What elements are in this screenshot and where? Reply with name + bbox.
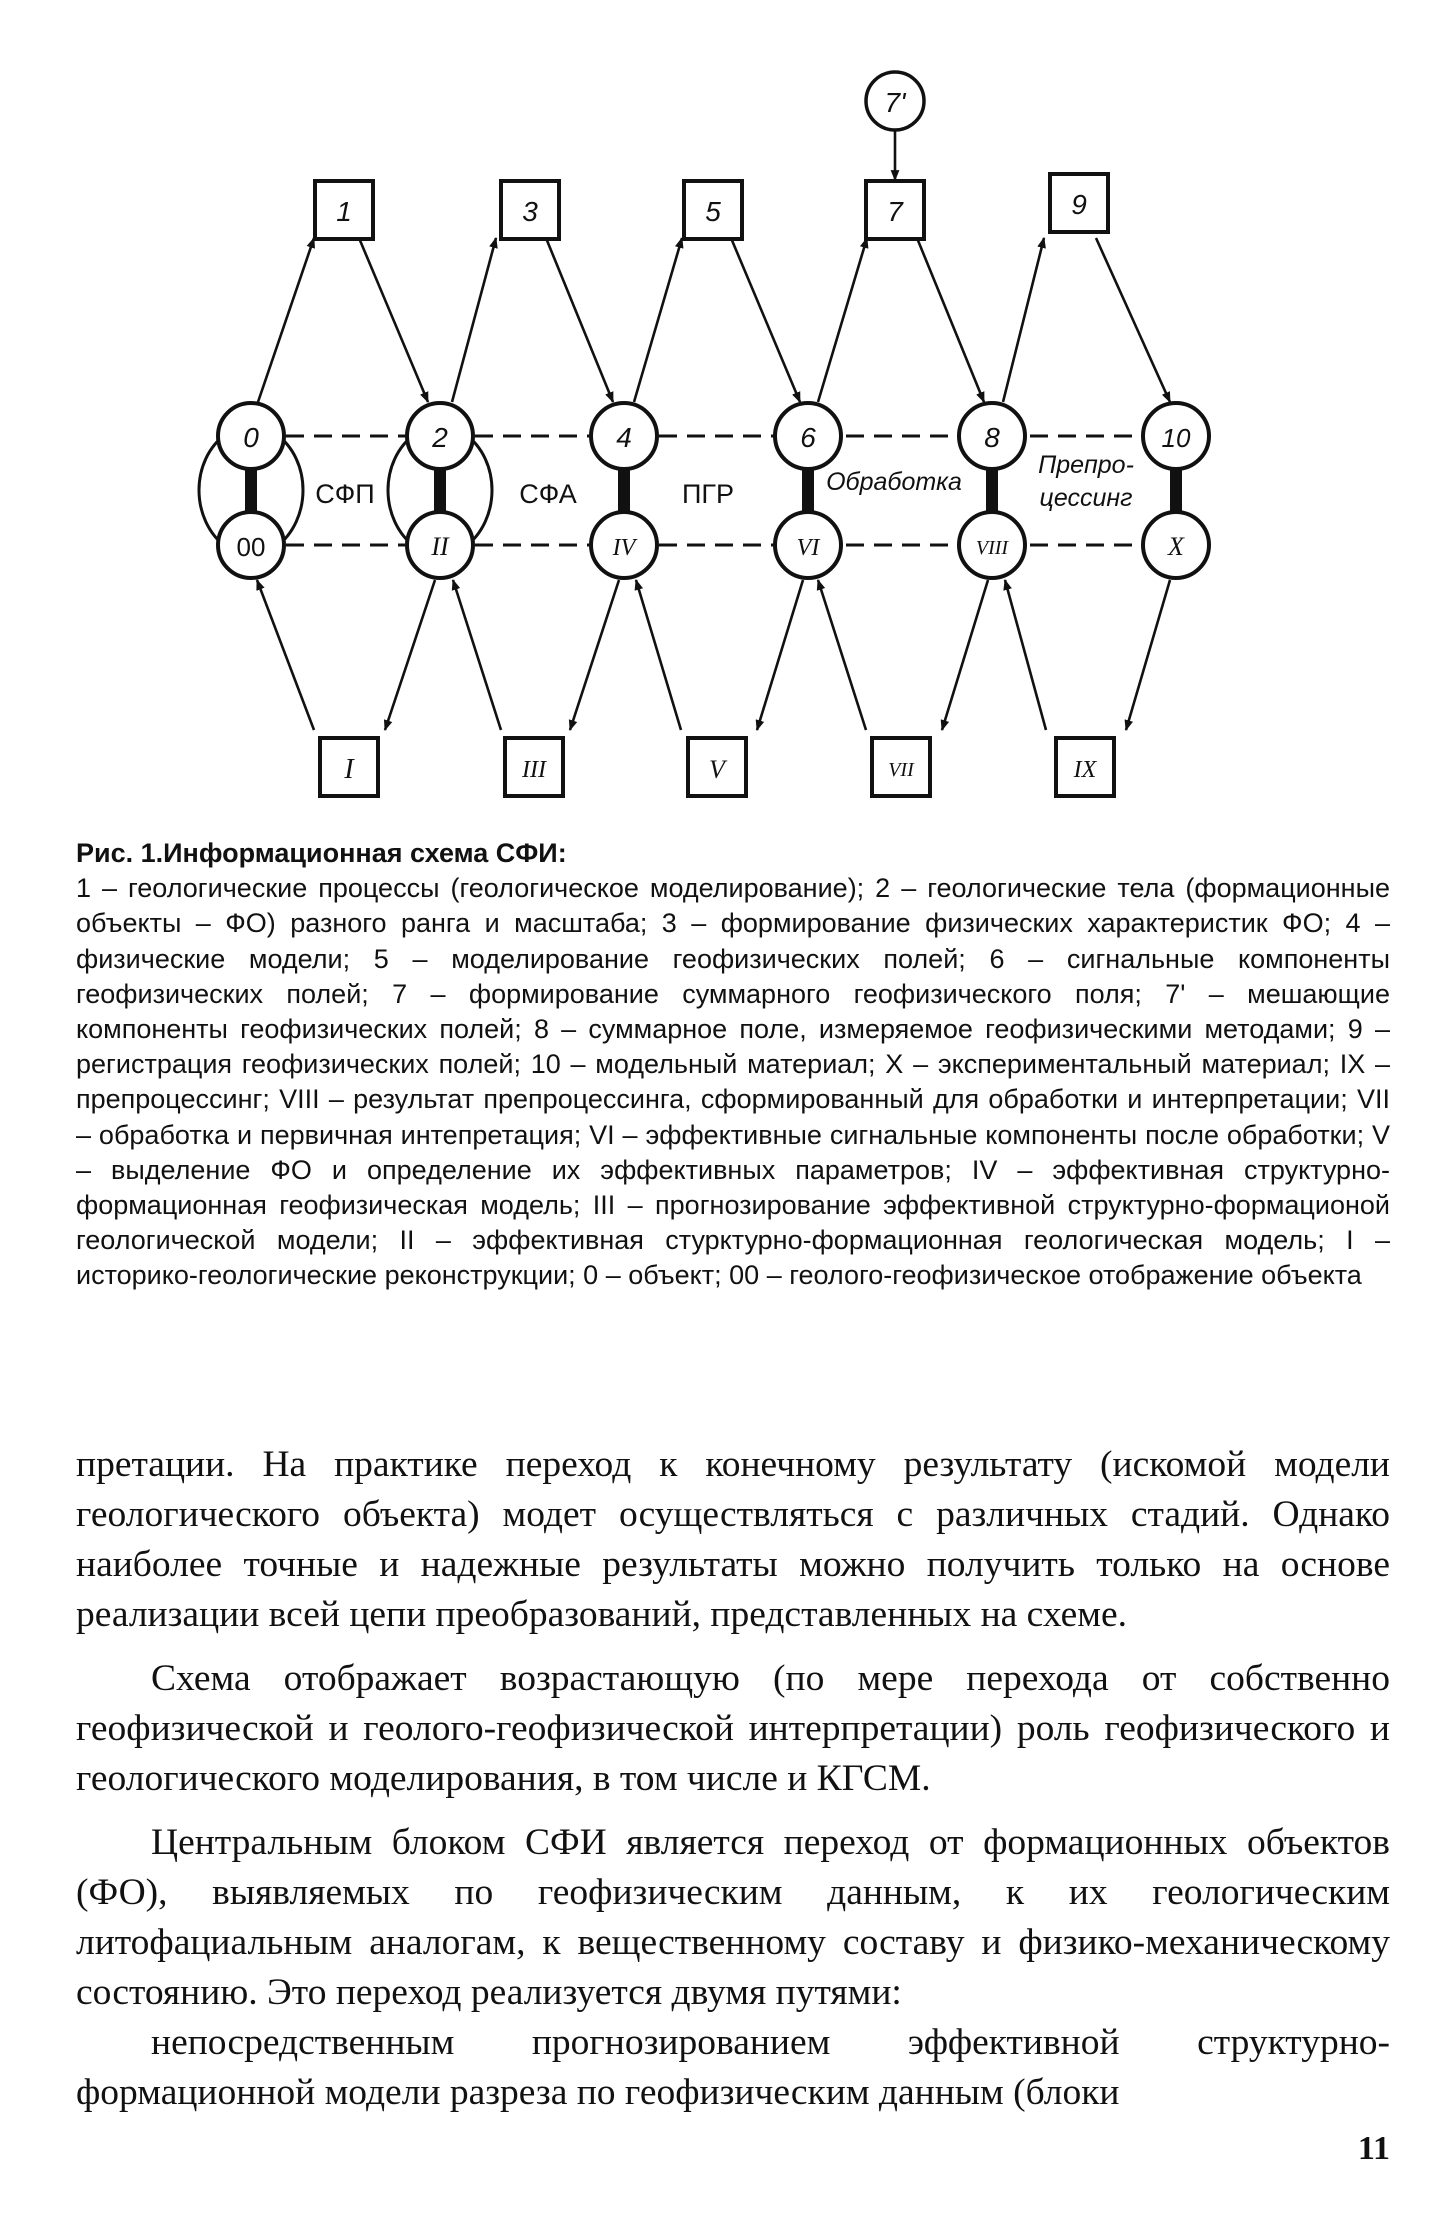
figure-caption [76,836,1390,1294]
box-label: 7 [887,196,903,227]
stage-label: Препро- [1038,451,1134,479]
node-label: 10 [1161,423,1191,453]
node-label: 2 [432,422,448,453]
node-label: 00 [236,532,266,562]
node-label: 4 [616,422,632,453]
box-label: VII [888,759,914,781]
stage-label: СФП [315,479,375,509]
node-label: 7' [884,87,906,118]
box-label: 5 [705,196,721,227]
node-label: X [1168,532,1184,561]
stage-label: цессинг [1039,484,1133,512]
node-label: VI [796,535,820,561]
node-label: 6 [800,422,816,453]
top-boxes [315,174,1108,239]
paragraph: Центральным блоком СФИ является переход от формационных объектов (ФО), выявляемых по геофизическим данным, к их геологическим литофациальным аналогам, к вещественному составу и физико-механическому состоянию. Это переход реализуется двумя путями: [76,1822,1390,2013]
page-number: 11 [1357,2130,1390,2167]
paragraph: претации. На практике переход к конечному результату (искомой модели геологического объекта) модет осуществляться с различных стадий. Однако наиболее точные и надежные результаты можно получить только на основе реализации всей цепи преобразований, представленных на схеме. [76,1444,1390,1635]
bottom-boxes [320,738,1114,796]
box-label: 1 [336,196,352,227]
paragraph: непосредственным прогнозированием эффективной структурно-формационной модели разреза по геофизическим данным (блоки [76,2022,1390,2113]
box-label: 3 [522,196,538,227]
caption-title: Рис. 1.Информационная схема СФИ: [76,838,567,868]
stage-label: Обработка [826,468,962,496]
node-label: II [431,532,449,561]
box-label: V [709,755,725,784]
box-label: III [522,757,546,783]
box-label: I [344,754,354,785]
node-label: VIII [975,537,1009,559]
stage-label: ПГР [681,479,735,509]
body-text [76,1440,1390,2132]
information-scheme-diagram [0,0,1456,830]
stage-label: СФА [519,479,577,509]
box-label: 9 [1071,189,1087,220]
node-label: 8 [984,422,1000,453]
box-label: IX [1073,757,1097,783]
paragraph: Схема отображает возрастающую (по мере перехода от собственно геофизической и геолого-геофизической интерпретации) роль геофизического и геологического моделирования, в том числе и КГСМ. [76,1658,1390,1799]
node-label: IV [612,535,636,561]
caption-text: 1 – геологические процессы (геологическое моделирование); 2 – геологические тела (формационные объекты – ФО) разного ранга и масштаба; 3 – формирование физических характеристик ФО; 4 – физические модели; 5 – моделирование геофизических полей; 6 – сигнальные компоненты геофизических полей; 7 – формирование суммарного геофизического поля; 7' – мешающие компоненты геофизических полей; 8 – суммарное поле, измеряемое геофизическими методами; 9 – регистрация геофизических полей; 10 – модельный материал; X – экспериментальный материал; IX – препроцессинг; VIII – результат препроцессинга, сформированный для обработки и интерпретации; VII – обработка и первичная интепретация; VI – эффективные сигнальные компоненты после обработки; V – выделение ФО и определение их эффективных параметров; IV – эффективная структурно-формационная геофизическая модель; III – прогнозирование эффективной структурно-формационой геологической модели; II – эффективная стурктурно-формационная геологическая модель; I – историко-геологические реконструкции; 0 – объект; 00 – геолого-геофизическое отображение объекта [76,873,1390,1291]
node-label: 0 [243,422,259,453]
